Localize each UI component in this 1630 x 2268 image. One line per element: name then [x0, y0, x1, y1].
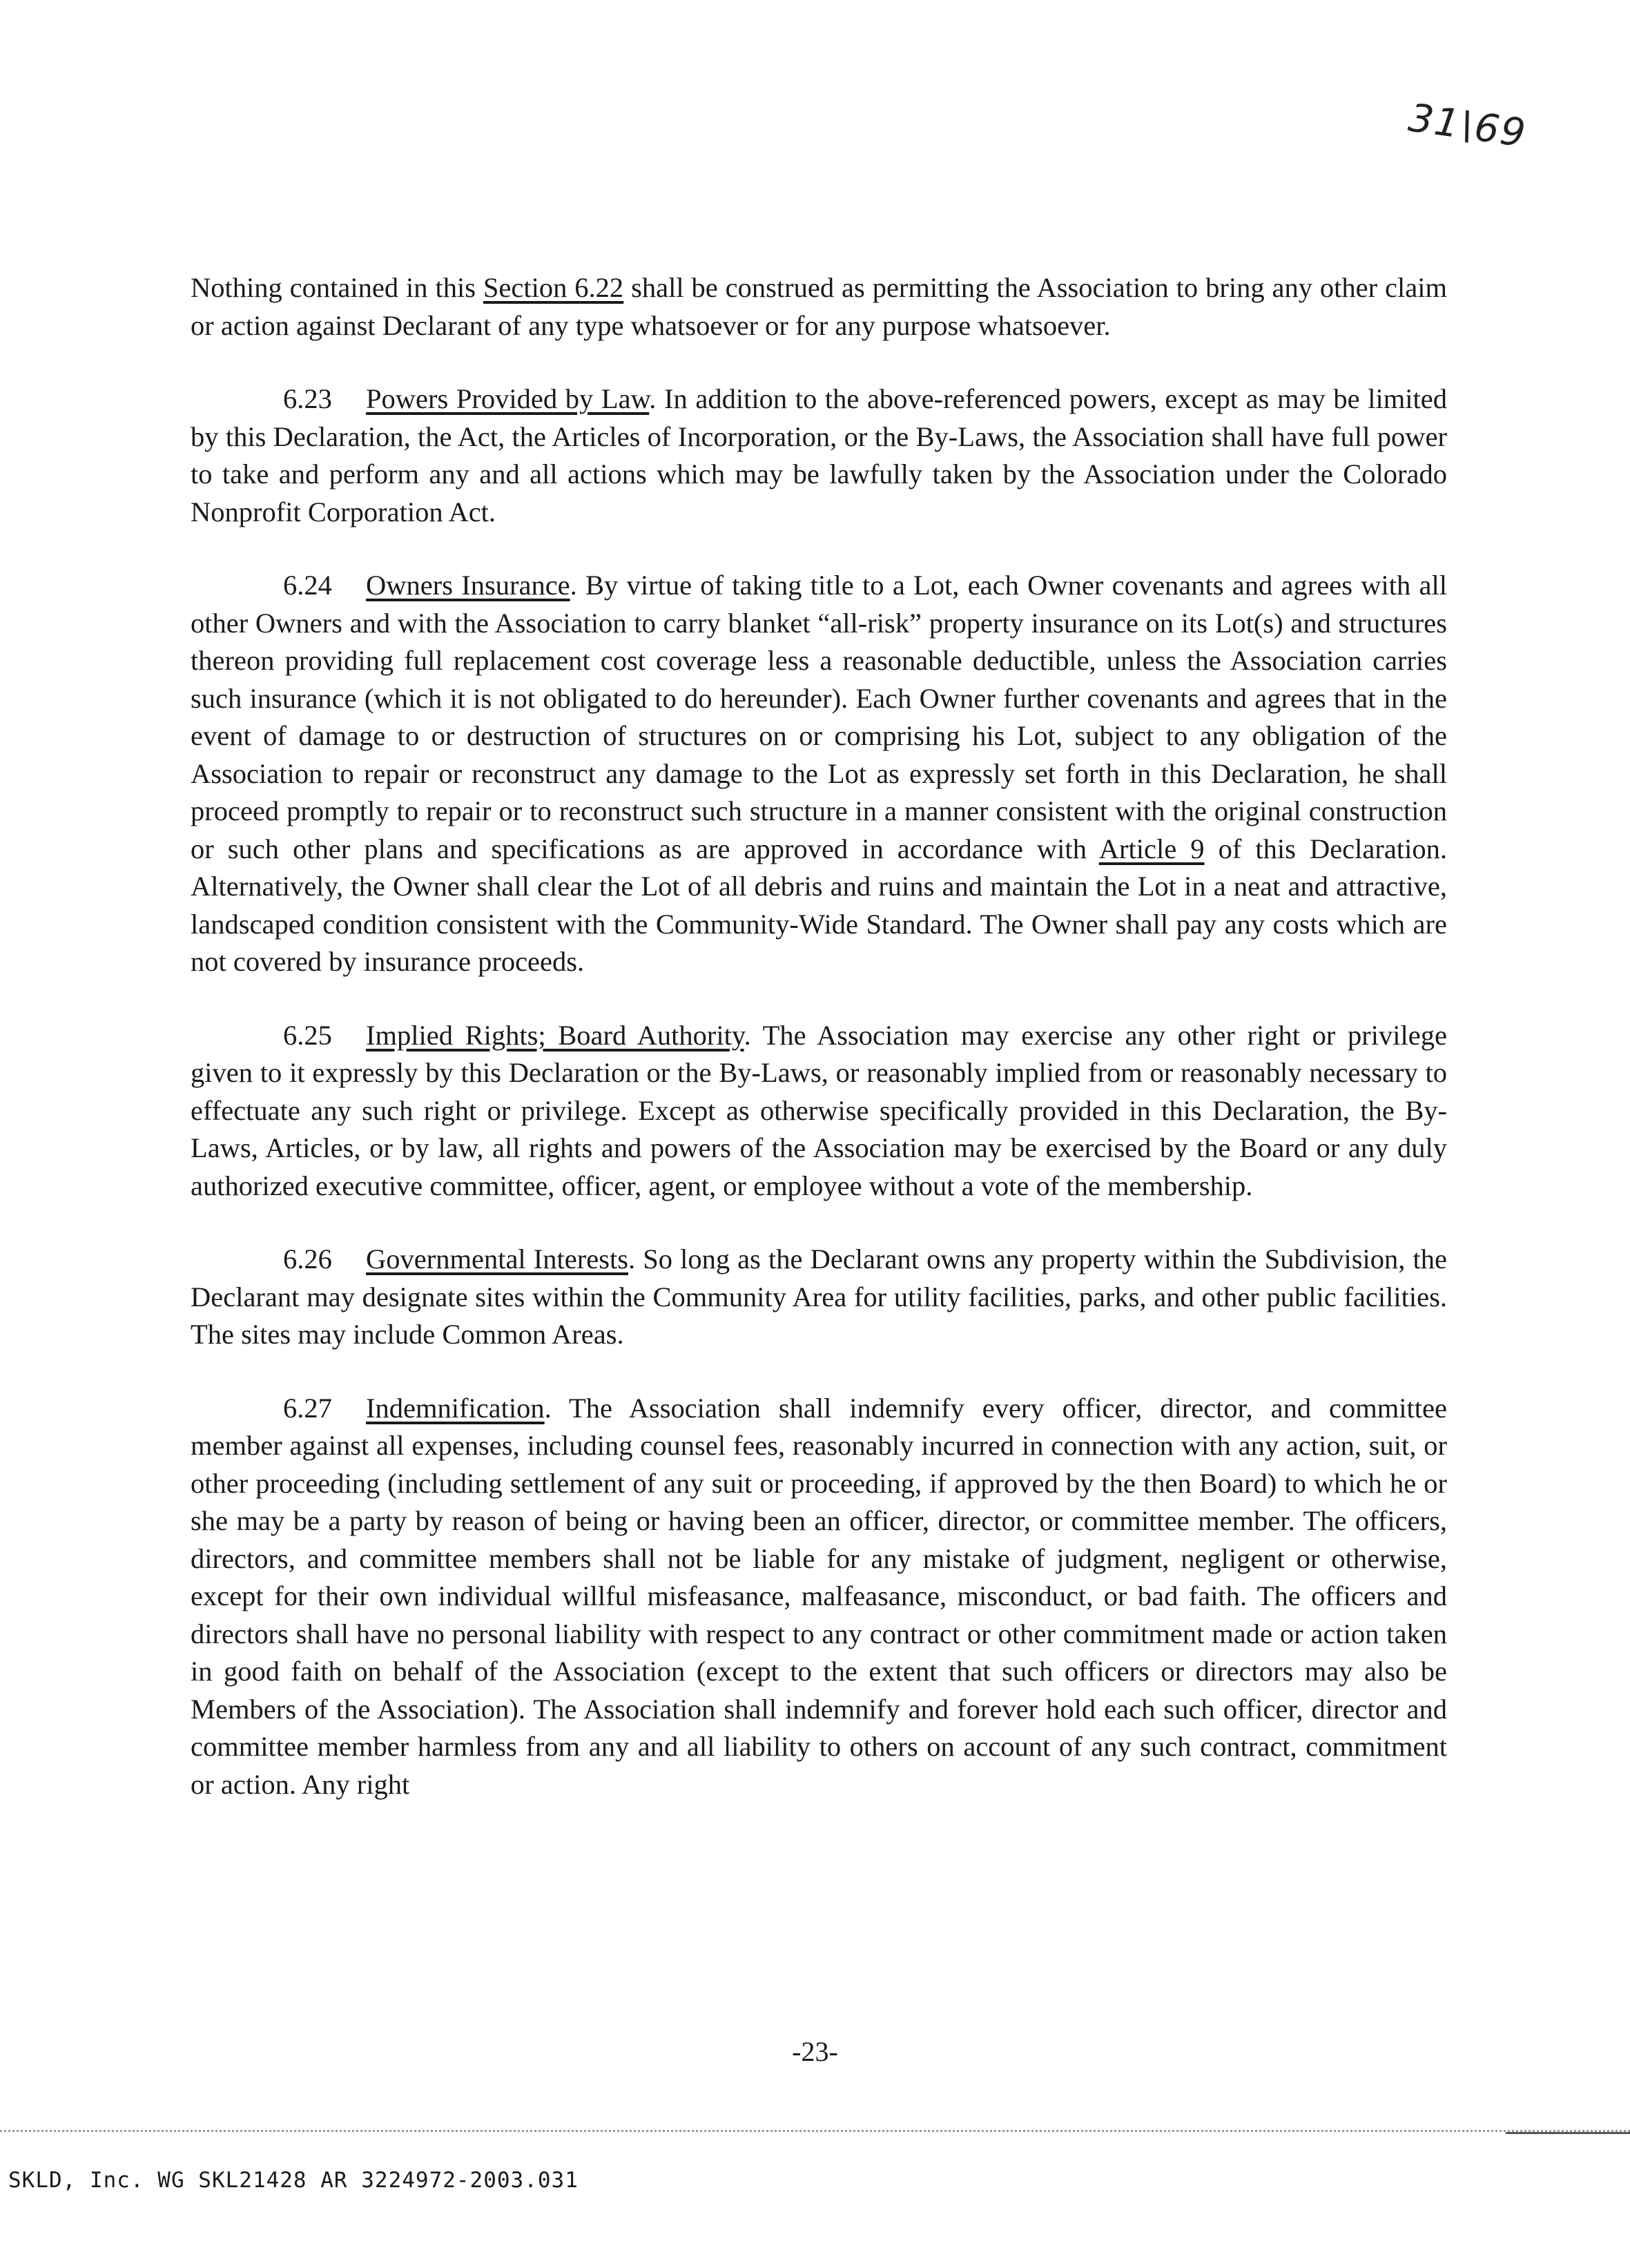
scan-divider	[0, 2130, 1630, 2132]
section-heading: Implied Rights; Board Authority	[366, 1019, 744, 1051]
page-number: -23-	[792, 2036, 838, 2067]
section-6-26	[191, 1241, 1447, 1354]
paragraph-text: Nothing contained in this	[191, 272, 483, 303]
paragraph-continuation	[191, 269, 1447, 345]
section-reference: Section 6.22	[483, 272, 624, 303]
section-6-25	[191, 1017, 1447, 1205]
section-heading: Governmental Interests	[366, 1243, 628, 1274]
paragraph-text: shall be construed as permitting the Association to bring any other claim or action against Declarant of any type whatsoever or for any purpose whatsoever.	[191, 272, 1448, 341]
section-text: of this Declaration. Alternatively, the Owner shall clear the Lot of all debris and ruins and maintain the Lot in a neat and attractive, landscaped condition consistent with the Community-Wide Standard. The Owner shall pay any costs which are not covered by insurance proceeds.	[191, 833, 1447, 977]
article-reference: Article 9	[1098, 833, 1205, 864]
section-number: 6.23	[283, 383, 332, 414]
section-text: . The Association shall indemnify every officer, director, and committee member against all expenses, including counsel fees, reasonably incurred in connection with any action, suit, or other proceeding (including settlement of any suit or proceeding, if approved by the then Board) to which he or she may be a party by reason of being or having been an officer, director, or committee member. The officers, directors, and committee members shall not be liable for any mistake of judgment, negligent or otherwise, except for their own individual willful misfeasance, malfeasance, misconduct, or bad faith. The officers and directors shall have no personal liability with respect to any contract or other commitment made or action taken in good faith on behalf of the Association (except to the extent that such officers or directors may also be Members of the Association). The Association shall indemnify and forever hold each such officer, director and committee member harmless from any and all liability to others on account of any such contract, commitment or action. Any right	[191, 1392, 1447, 1800]
handwritten-page-mark: 31\69	[1406, 95, 1530, 157]
section-heading: Powers Provided by Law	[366, 383, 650, 414]
section-number: 6.24	[283, 570, 332, 601]
section-6-27	[191, 1390, 1447, 1804]
section-6-24	[191, 567, 1447, 981]
section-text: . The Association may exercise any other right or privilege given to it expressly by this Declaration or the By-Laws, or reasonably implied from or reasonably necessary to effectuate any such right or privilege. Except as otherwise specifically provided in this Declaration, the By-Laws, Articles, or by law, all rights and powers of the Association may be exercised by the Board or any duly authorized executive committee, officer, agent, or employee without a vote of the membership.	[191, 1019, 1447, 1201]
scan-footer-id: SKLD, Inc. WG SKL21428 AR 3224972-2003.031	[8, 2168, 579, 2193]
section-heading: Indemnification	[366, 1392, 545, 1424]
document-body	[191, 269, 1447, 1839]
section-number: 6.26	[283, 1243, 332, 1274]
section-number: 6.25	[283, 1019, 332, 1051]
section-text: . So long as the Declarant owns any property within the Subdivision, the Declarant may designate sites within the Community Area for utility facilities, parks, and other public facilities. The sites may include Common Areas.	[191, 1243, 1448, 1350]
scan-divider-segment	[1506, 2132, 1630, 2134]
section-number: 6.27	[283, 1392, 332, 1424]
section-6-23	[191, 380, 1447, 531]
section-heading: Owners Insurance	[366, 570, 570, 601]
section-text: . By virtue of taking title to a Lot, each Owner covenants and agrees with all other Owners and with the Association to carry blanket “all-risk” property insurance on its Lot(s) and structures thereon providing full replacement cost coverage less a reasonable deductible, unless the Association carries such insurance (which it is not obligated to do hereunder). Each Owner further covenants and agrees that in the event of damage to or destruction of structures on or comprising his Lot, subject to any obligation of the Association to repair or reconstruct any damage to the Lot as expressly set forth in this Declaration, he shall proceed promptly to repair or to reconstruct such structure in a manner consistent with the original construction or such other plans and specifications as are approved in accordance with	[191, 570, 1447, 864]
section-text: . In addition to the above-referenced powers, except as may be limited by this Declaration, the Act, the Articles of Incorporation, or the By-Laws, the Association shall have full power to take and perform any and all actions which may be lawfully taken by the Association under the Colorado Nonprofit Corporation Act.	[191, 383, 1447, 527]
